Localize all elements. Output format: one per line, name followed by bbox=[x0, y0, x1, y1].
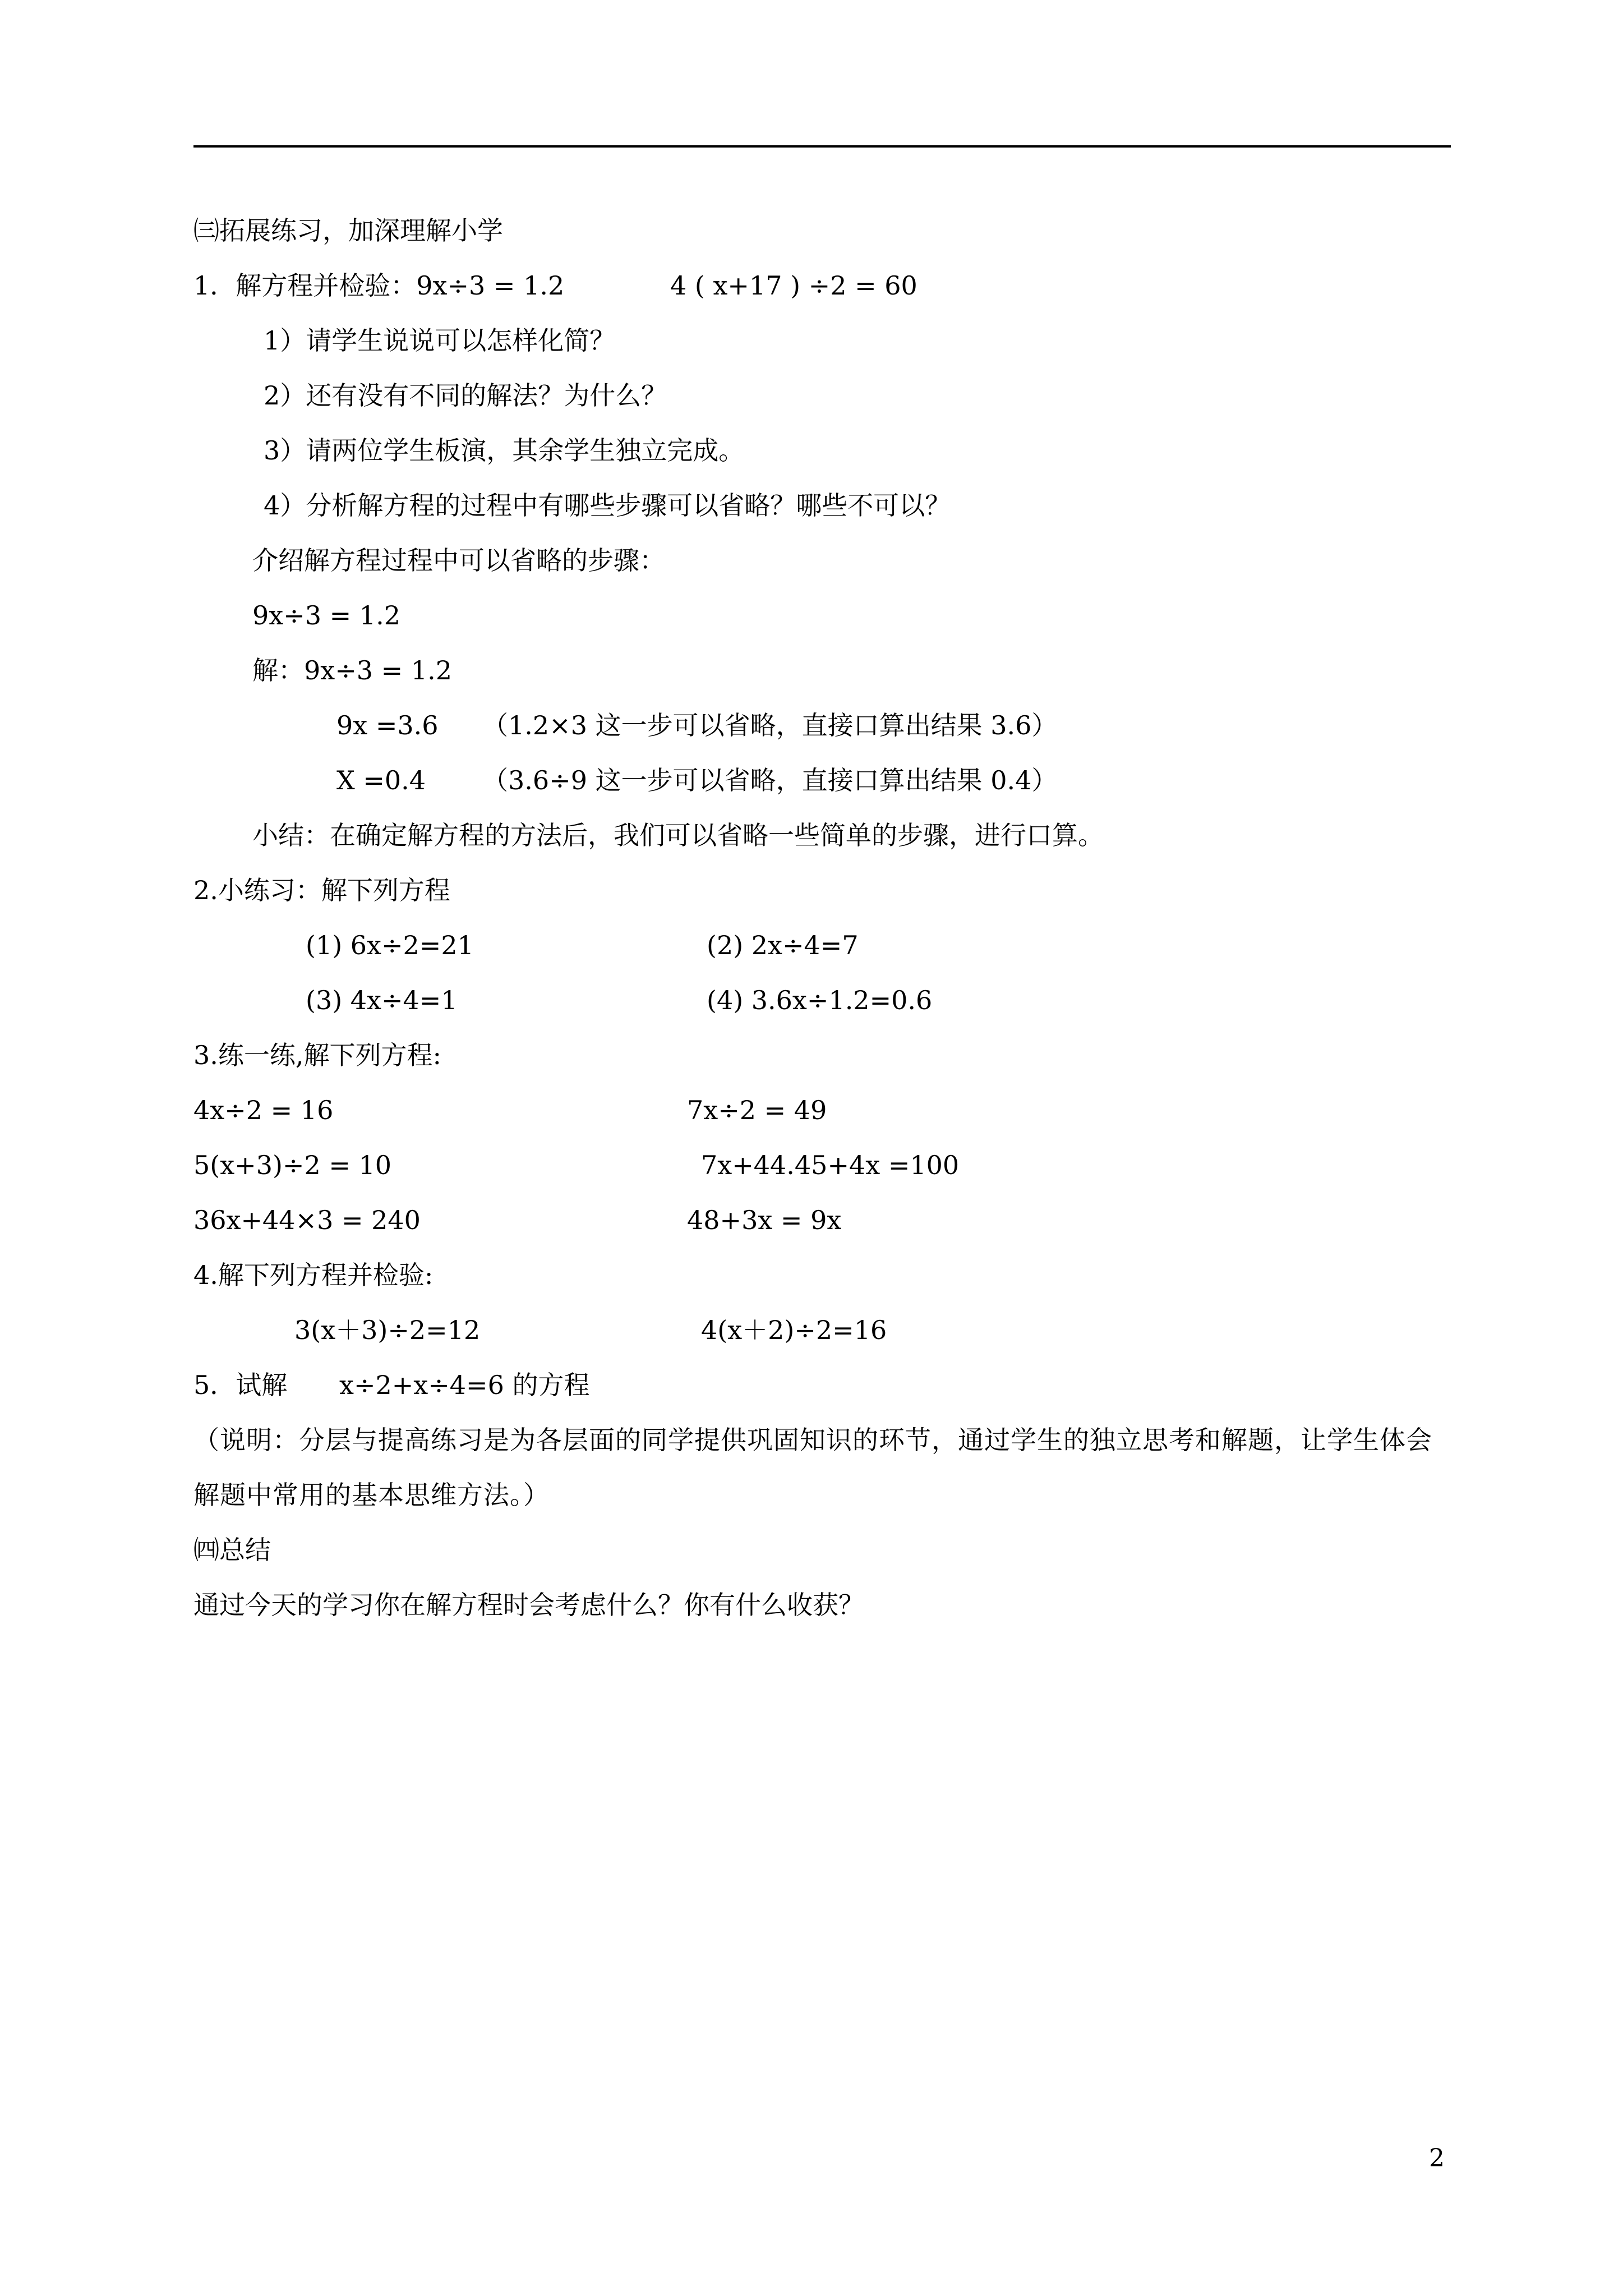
exercise-5-label: 5．试解 bbox=[193, 1370, 288, 1400]
exercise-3-item-6: 48+3x = 9x bbox=[687, 1205, 842, 1235]
exercise-1-equation-2: 4 ( x+17 ) ÷2 = 60 bbox=[670, 270, 917, 301]
exercise-1-question-3: 3）请两位学生板演，其余学生独立完成。 bbox=[264, 435, 745, 466]
exercise-1-step-1-note: （1.2×3 这一步可以省略，直接口算出结果 3.6） bbox=[482, 710, 1058, 740]
exercise-2-title: 2.小练习：解下列方程 bbox=[193, 875, 450, 905]
exercise-1-equation-restate: 9x÷3 = 1.2 bbox=[252, 600, 400, 631]
exercise-3-item-1: 4x÷2 = 16 bbox=[193, 1095, 334, 1125]
exercise-3-item-4: 7x+44.45+4x =100 bbox=[701, 1150, 960, 1180]
exercise-3-title: 3.练一练,解下列方程: bbox=[193, 1040, 442, 1070]
exercise-5-text: x÷2+x÷4=6 的方程 bbox=[339, 1370, 590, 1400]
section-4-heading: ㈣总结 bbox=[193, 1535, 271, 1565]
exercise-4-item-1: 3(x＋3)÷2=12 bbox=[294, 1315, 481, 1345]
exercise-1-step-1: 9x =3.6 bbox=[336, 710, 439, 740]
exercise-1-solve-label: 解：9x÷3 = 1.2 bbox=[252, 655, 452, 685]
exercise-1-question-4: 4）分析解方程的过程中有哪些步骤可以省略？哪些不可以？ bbox=[264, 490, 951, 521]
explanation-note: （说明：分层与提高练习是为各层面的同学提供巩固知识的环节，通过学生的独立思考和解题，让学生体会解题中常用的基本思维方法。） bbox=[193, 1425, 1432, 1510]
exercise-2-item-3: (3) 4x÷4=1 bbox=[306, 985, 458, 1015]
section-3-heading: ㈢拓展练习，加深理解小学 bbox=[193, 215, 503, 246]
exercise-1-title: 1．解方程并检验：9x÷3 = 1.2 bbox=[193, 270, 565, 301]
exercise-1-step-2: X =0.4 bbox=[336, 765, 426, 795]
exercise-3-item-3: 5(x+3)÷2 = 10 bbox=[193, 1150, 392, 1180]
exercise-1-question-2: 2）还有没有不同的解法？为什么？ bbox=[264, 380, 667, 411]
exercise-1-question-1: 1）请学生说说可以怎样化简？ bbox=[264, 325, 616, 356]
exercise-2-item-4: (4) 3.6x÷1.2=0.6 bbox=[707, 985, 933, 1015]
header-rule bbox=[193, 145, 1451, 148]
exercise-4-item-2: 4(x＋2)÷2=16 bbox=[701, 1315, 887, 1345]
section-4-text: 通过今天的学习你在解方程时会考虑什么？你有什么收获？ bbox=[193, 1590, 864, 1620]
exercise-3-item-2: 7x÷2 = 49 bbox=[687, 1095, 827, 1125]
exercise-1-summary: 小结：在确定解方程的方法后，我们可以省略一些简单的步骤，进行口算。 bbox=[252, 820, 1104, 850]
page-number: 2 bbox=[1429, 2144, 1445, 2173]
exercise-2-item-2: (2) 2x÷4=7 bbox=[707, 930, 859, 960]
exercise-4-title: 4.解下列方程并检验: bbox=[193, 1260, 434, 1290]
exercise-2-item-1: (1) 6x÷2=21 bbox=[306, 930, 474, 960]
exercise-1-intro: 介绍解方程过程中可以省略的步骤： bbox=[252, 545, 665, 576]
exercise-1-step-2-note: （3.6÷9 这一步可以省略，直接口算出结果 0.4） bbox=[482, 765, 1058, 795]
exercise-3-item-5: 36x+44×3 = 240 bbox=[193, 1205, 421, 1235]
